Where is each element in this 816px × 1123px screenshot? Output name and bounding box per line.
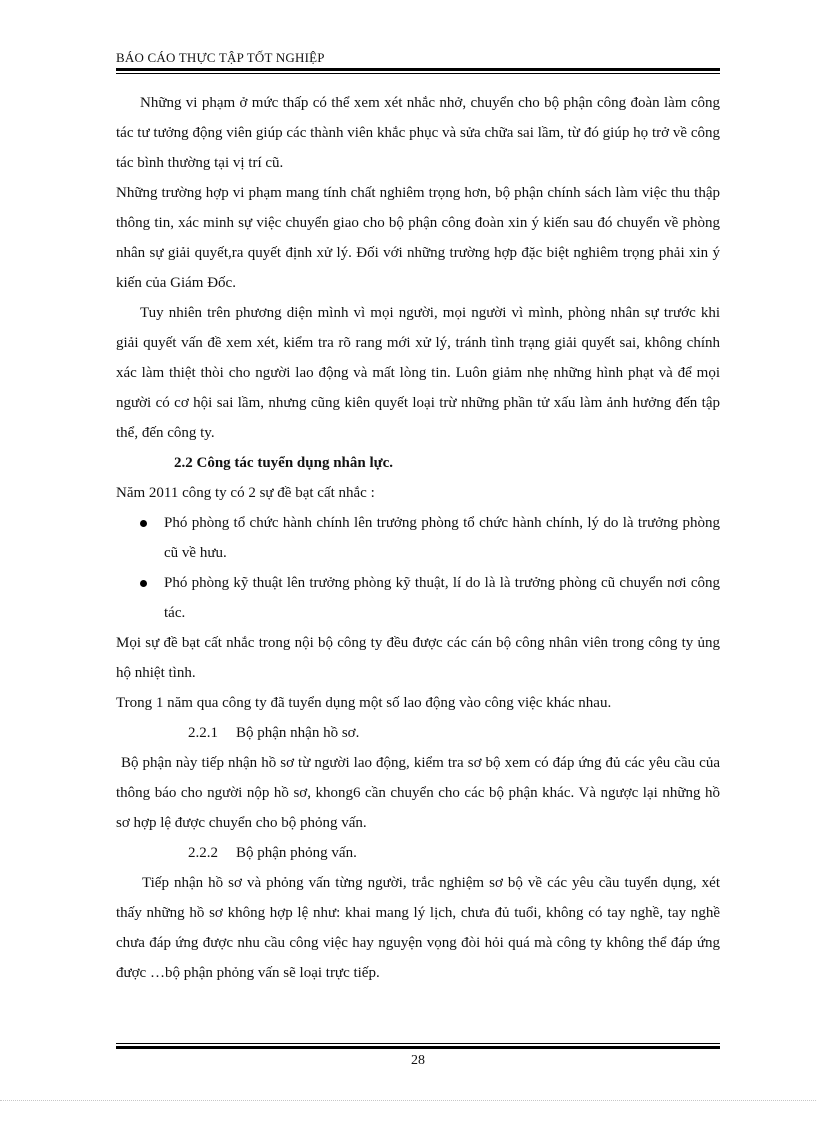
list-item xyxy=(116,568,720,628)
heading-number: 2.2.1 xyxy=(188,725,218,741)
section-heading-2-2: 2.2 Công tác tuyển dụng nhân lực. xyxy=(174,455,394,471)
paragraph-promotions: Năm 2011 công ty có 2 sự đề bạt cất nhắc : xyxy=(116,485,375,501)
paragraph-recruitment: Trong 1 năm qua công ty đã tuyển dụng một số lao động vào công việc khác nhau. xyxy=(116,695,612,711)
bullet-icon xyxy=(140,580,147,587)
footer-rule-thick xyxy=(116,1046,720,1049)
paragraph-minor-violations: Những vi phạm ở mức thấp có thể xem xét nhắc nhở, chuyển cho bộ phận công đoàn làm công tác tư tưởng động viên giúp các thành viên khắc phục và sửa chữa sai lầm, từ đó giúp họ trở về công tác bình thường tại vị trí cũ. xyxy=(116,95,720,171)
page-header-title: BÁO CÁO THỰC TẬP TỐT NGHIỆP xyxy=(116,50,325,65)
footer-rule-thin xyxy=(116,1043,720,1044)
list-item xyxy=(116,508,720,568)
section-heading-2-2-1 xyxy=(116,718,720,748)
paragraph-serious-violations: Những trường hợp vi phạm mang tính chất nghiêm trọng hơn, bộ phận chính sách làm việc thu thập thông tin, xác minh sự việc chuyển giao cho bộ phận công đoàn xin ý kiến sau đó chuyển về phòng nhân sự giải quyết,ra quyết định xử lý. Đối với những trường hợp đặc biệt nghiêm trọng phải xin ý kiến của Giám Đốc. xyxy=(116,185,720,291)
document-body xyxy=(116,88,720,988)
header-rule-thick xyxy=(116,68,720,71)
heading-text: Bộ phận nhận hồ sơ. xyxy=(236,725,360,741)
header-rule-thin xyxy=(116,73,720,74)
paragraph-principles: Tuy nhiên trên phương diện mình vì mọi người, mọi người vì mình, phòng nhân sự trước khi giải quyết vấn đề xem xét, kiểm tra rõ rang mới xử lý, tránh tình trạng giải quyết sai, không chính xác làm thiệt thòi cho người lao động và mất lòng tin. Luôn giảm nhẹ những hình phạt và để mọi người có cơ hội sai lầm, nhưng cũng kiên quyết loại trừ những phần tử xấu làm ảnh hưởng đến tập thể, đến công ty. xyxy=(116,305,720,441)
heading-text: Bộ phận phỏng vấn. xyxy=(236,845,357,861)
page-edge-dotted-line xyxy=(0,1100,816,1101)
list-item-text: Phó phòng kỹ thuật lên trưởng phòng kỹ thuật, lí do là là trưởng phòng cũ chuyển nơi công tác. xyxy=(164,575,720,621)
bullet-icon xyxy=(140,520,147,527)
paragraph-support: Mọi sự đề bạt cất nhắc trong nội bộ công ty đều được các cán bộ công nhân viên trong công ty ủng hộ nhiệt tình. xyxy=(116,635,720,681)
page-number: 28 xyxy=(411,1053,425,1068)
promotion-list xyxy=(116,508,720,628)
paragraph-interview-dept: Tiếp nhận hồ sơ và phỏng vấn từng người, trắc nghiệm sơ bộ về các yêu cầu tuyển dụng, xét thấy những hồ sơ không hợp lệ như: khai mang lý lịch, chưa đủ tuổi, không có tay nghề, tay nghề chưa đáp ứng được nhu cầu công việc hay nguyện vọng đòi hỏi quá mà công ty không thể đáp ứng được …bộ phận phỏng vấn sẽ loại trực tiếp. xyxy=(116,875,720,981)
heading-number: 2.2.2 xyxy=(188,845,218,861)
section-heading-2-2-2 xyxy=(116,838,720,868)
paragraph-records-dept: Bộ phận này tiếp nhận hồ sơ từ người lao động, kiểm tra sơ bộ xem có đáp ứng đủ các yêu cầu của thông báo cho người nộp hồ sơ, khong6 cần chuyển cho các bộ phận khác. Và ngược lại những hồ sơ hợp lệ được chuyển cho bộ phỏng vấn. xyxy=(116,755,720,831)
list-item-text: Phó phòng tổ chức hành chính lên trưởng phòng tổ chức hành chính, lý do là trưởng phòng cũ về hưu. xyxy=(164,515,720,561)
